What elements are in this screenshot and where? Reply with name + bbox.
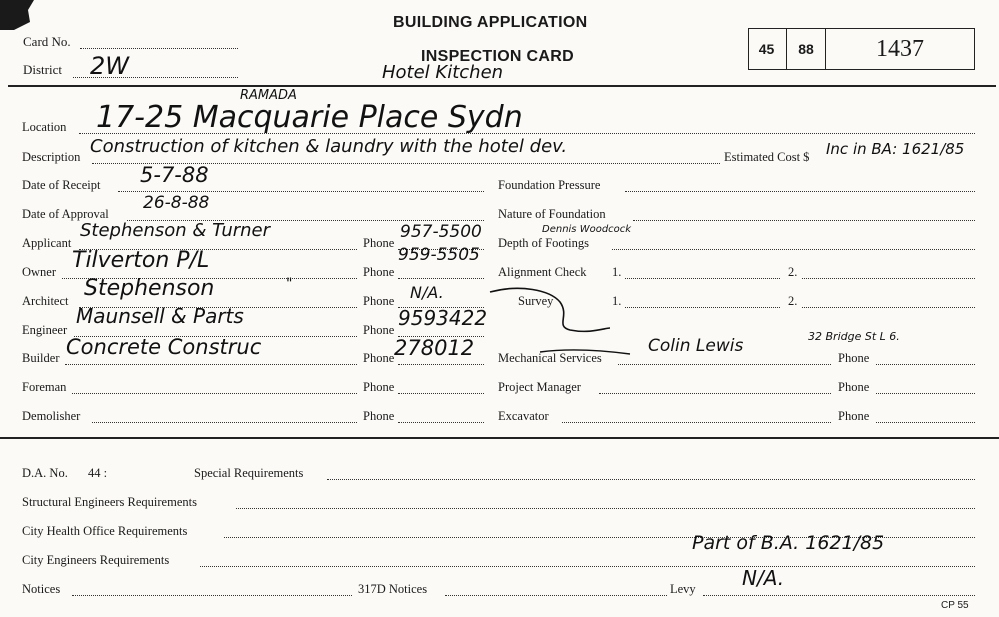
architect-value: Stephenson: [84, 276, 215, 301]
estimated-cost-label: Estimated Cost $: [724, 150, 810, 164]
project-manager-label: Project Manager: [498, 380, 581, 394]
owner-value: Tilverton P/L: [72, 248, 210, 273]
builder-label: Builder: [22, 351, 60, 365]
health-requirements-label: City Health Office Requirements: [22, 524, 188, 538]
applicant-phone-note: Dennis Woodcock: [542, 224, 632, 235]
excavator-label: Excavator: [498, 409, 549, 423]
number-box-cell-2: 88: [786, 29, 825, 69]
date-receipt-label: Date of Receipt: [22, 178, 101, 192]
district-value: 2W: [90, 52, 129, 80]
estimated-cost-value: Inc in BA: 1621/85: [826, 140, 965, 158]
foreman-phone-line: [398, 393, 484, 394]
district-label: District: [23, 62, 62, 77]
mechanical-services-value: Colin Lewis: [648, 336, 744, 356]
survey-connector-stroke: [480, 282, 650, 362]
middle-divider: [0, 437, 999, 439]
project-manager-phone-label: Phone: [838, 380, 870, 394]
description-label: Description: [22, 150, 81, 164]
special-requirements-label: Special Requirements: [194, 466, 304, 480]
date-approval-value: 26-8-88: [143, 193, 210, 213]
owner-phone-label: Phone: [363, 265, 395, 279]
mechanical-services-label: Mechanical Services: [498, 351, 602, 365]
builder-phone-value: 278012: [394, 336, 475, 360]
date-receipt-line: [118, 191, 484, 192]
survey-1: 1.: [612, 294, 622, 308]
mechanical-services-line: [618, 364, 831, 365]
structural-requirements-label: Structural Engineers Requirements: [22, 495, 197, 509]
excavator-phone-label: Phone: [838, 409, 870, 423]
engineer-phone-value: 9593422: [398, 306, 488, 330]
architect-label: Architect: [22, 294, 69, 308]
location-value: 17-25 Macquarie Place Sydn: [96, 100, 523, 135]
alignment-check-1: 1.: [612, 265, 622, 279]
foreman-line: [72, 393, 357, 394]
demolisher-line: [92, 422, 357, 423]
date-approval-label: Date of Approval: [22, 207, 109, 221]
notices-317d-label: 317D Notices: [358, 582, 428, 596]
architect-phone-label: Phone: [363, 294, 395, 308]
form-code: CP 55: [941, 600, 969, 611]
engineer-value: Maunsell & Parts: [76, 304, 244, 328]
levy-line: [703, 595, 975, 596]
project-manager-phone-line: [876, 393, 975, 394]
nature-foundation-line: [633, 220, 975, 221]
notices-317d-line: [445, 595, 667, 596]
description-value: Construction of kitchen & laundry with the hotel dev.: [90, 136, 568, 157]
depth-footings-line: [612, 249, 975, 250]
structural-requirements-line: [236, 508, 975, 509]
foundation-pressure-line: [625, 191, 975, 192]
foreman-phone-label: Phone: [363, 380, 395, 394]
builder-phone-label: Phone: [363, 351, 395, 365]
builder-line: [65, 364, 357, 365]
alignment-check-line-2: [802, 278, 975, 279]
engineer-phone-label: Phone: [363, 323, 395, 337]
da-no-value: 44 :: [88, 466, 108, 480]
foundation-pressure-label: Foundation Pressure: [498, 178, 601, 192]
top-divider: [8, 85, 996, 87]
applicant-phone-label: Phone: [363, 236, 395, 250]
hand-subtitle: Hotel Kitchen: [382, 62, 504, 83]
architect-phone-value: N/A.: [410, 283, 444, 302]
date-receipt-value: 5-7-88: [140, 163, 209, 187]
levy-value: N/A.: [742, 566, 785, 590]
location-note: RAMADA: [240, 88, 297, 103]
demolisher-label: Demolisher: [22, 409, 81, 423]
applicant-label: Applicant: [22, 236, 72, 250]
owner-phone-value: 959-5505: [398, 245, 480, 265]
survey-line-2: [802, 307, 975, 308]
depth-footings-label: Depth of Footings: [498, 236, 589, 250]
demolisher-phone-label: Phone: [363, 409, 395, 423]
mechanical-services-address: 32 Bridge St L 6.: [808, 330, 900, 343]
card-no-label: Card No.: [23, 34, 71, 49]
owner-phone-line: [398, 278, 484, 279]
survey-label: Survey: [518, 294, 554, 308]
number-box-cell-1: 45: [758, 41, 775, 57]
title-line-2: INSPECTION CARD: [421, 48, 574, 65]
architect-ditto: ": [286, 276, 293, 292]
alignment-check-2: 2.: [788, 265, 798, 279]
card-number-box: [748, 28, 975, 70]
excavator-phone-line: [876, 422, 975, 423]
applicant-value: Stephenson & Turner: [80, 220, 271, 241]
owner-label: Owner: [22, 265, 57, 279]
foreman-label: Foreman: [22, 380, 67, 394]
location-label: Location: [22, 120, 67, 134]
da-no-label: D.A. No.: [22, 466, 68, 480]
applicant-phone-value: 957-5500: [400, 222, 482, 242]
project-manager-line: [599, 393, 831, 394]
excavator-line: [562, 422, 831, 423]
survey-2: 2.: [788, 294, 798, 308]
demolisher-phone-line: [398, 422, 484, 423]
corner-mark-icon: [0, 0, 38, 30]
alignment-check-line-1: [625, 278, 780, 279]
title-line-1: BUILDING APPLICATION: [393, 14, 588, 31]
engineer-label: Engineer: [22, 323, 68, 337]
number-box-cell-3: 1437: [825, 29, 974, 69]
special-requirements-line: [327, 479, 975, 480]
notices-line: [72, 595, 352, 596]
city-engineers-label: City Engineers Requirements: [22, 553, 170, 567]
levy-label: Levy: [670, 582, 696, 596]
alignment-check-label: Alignment Check: [498, 265, 587, 279]
nature-foundation-label: Nature of Foundation: [498, 207, 606, 221]
builder-value: Concrete Construc: [66, 335, 262, 359]
builder-phone-line: [398, 364, 484, 365]
mechanical-phone-label: Phone: [838, 351, 870, 365]
city-engineers-value: Part of B.A. 1621/85: [692, 532, 885, 554]
city-engineers-line: [200, 566, 975, 567]
card-no-line: [80, 48, 238, 49]
mechanical-phone-line: [876, 364, 975, 365]
notices-label: Notices: [22, 582, 61, 596]
